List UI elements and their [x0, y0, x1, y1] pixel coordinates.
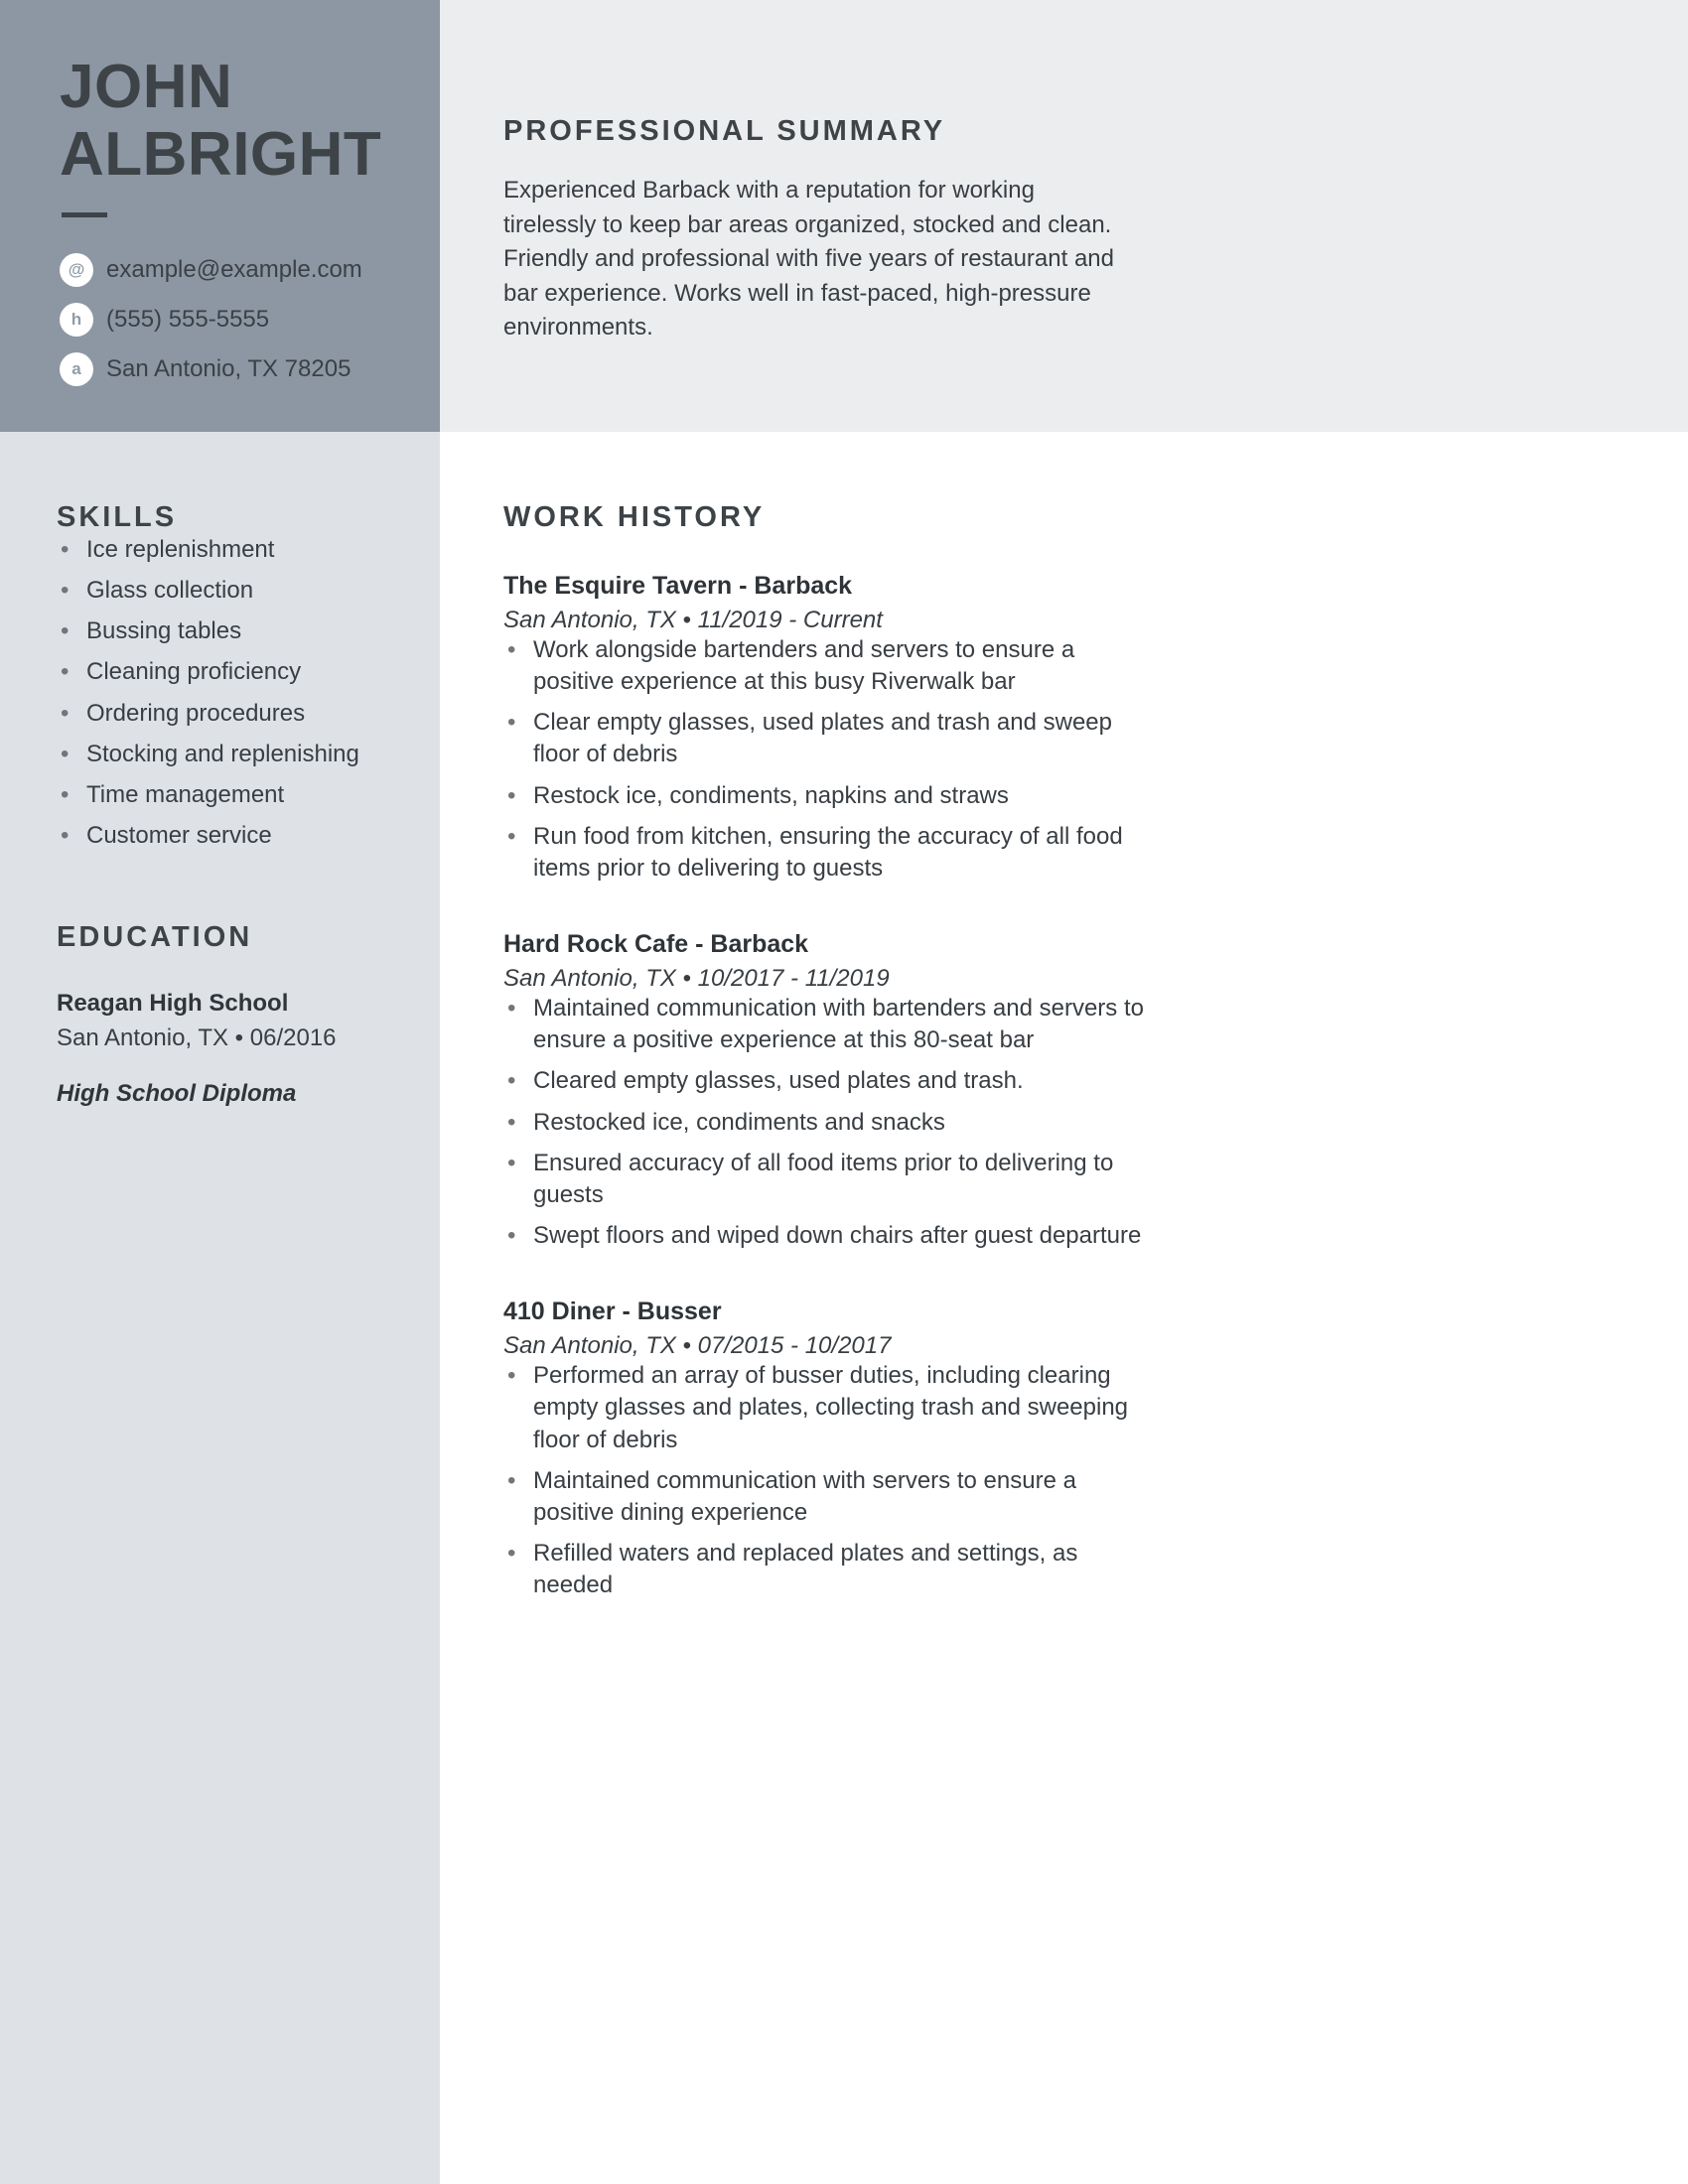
contact-row-location [60, 352, 406, 386]
job-bullet: • Cleared empty glasses, used plates and trash. [503, 1065, 1154, 1097]
skill-item: • Bussing tables [57, 615, 406, 647]
skills-heading: SKILLS [57, 501, 178, 533]
skill-item: • Cleaning proficiency [57, 656, 406, 688]
skill-item: • Ordering procedures [57, 698, 406, 730]
name-divider [62, 212, 107, 217]
education-school: Reagan High School [57, 990, 289, 1018]
job-bullet: • Maintained communication with bartenders and servers to ensure a positive experience at this 80-seat bar [503, 993, 1154, 1056]
work-history-heading: WORK HISTORY [503, 501, 766, 533]
job-bullet: • Maintained communication with servers to ensure a positive dining experience [503, 1465, 1154, 1529]
skill-item: • Time management [57, 779, 406, 811]
summary-heading: PROFESSIONAL SUMMARY [503, 115, 946, 147]
sidebar-lower [0, 432, 440, 1148]
professional-summary-section [440, 0, 1688, 432]
job-bullet: • Run food from kitchen, ensuring the accuracy of all food items prior to delivering to guests [503, 821, 1154, 885]
job-entry [503, 1297, 1154, 1601]
education-location-date: San Antonio, TX • 06/2016 [57, 1024, 337, 1052]
job-bullet-list [503, 993, 1154, 1252]
job-bullet: • Refilled waters and replaced plates and settings, as needed [503, 1538, 1154, 1601]
job-bullet-list [503, 634, 1154, 885]
job-bullet: • Restock ice, condiments, napkins and straws [503, 780, 1154, 812]
job-bullet: • Work alongside bartenders and servers to ensure a positive experience at this busy Riverwalk bar [503, 634, 1154, 698]
job-bullet: • Restocked ice, condiments and snacks [503, 1107, 1154, 1139]
job-location-dates: San Antonio, TX • 10/2017 - 11/2019 [503, 965, 890, 993]
education-heading: EDUCATION [57, 921, 253, 954]
name-first: JOHN [60, 53, 233, 121]
location-icon: a [60, 352, 93, 386]
location-text: San Antonio, TX 78205 [106, 355, 352, 383]
skill-item: • Customer service [57, 820, 406, 852]
work-history-section [440, 432, 1688, 1706]
skill-item: • Stocking and replenishing [57, 739, 406, 770]
skill-item: • Ice replenishment [57, 534, 406, 566]
main-column [440, 0, 1688, 2184]
header-block [0, 0, 440, 432]
job-location-dates: San Antonio, TX • 11/2019 - Current [503, 607, 883, 633]
phone-icon: h [60, 303, 93, 337]
job-location-dates: San Antonio, TX • 07/2015 - 10/2017 [503, 1332, 892, 1360]
skills-list [57, 534, 406, 852]
skill-item: • Glass collection [57, 575, 406, 607]
job-entry [503, 930, 1154, 1252]
job-bullet: • Ensured accuracy of all food items prior to delivering to guests [503, 1148, 1154, 1211]
summary-text: Experienced Barback with a reputation for working tirelessly to keep bar areas organized, stocked and clean. Friendly and professional with five years of restaurant and bar experience. Works well in fast-paced, high-pressure environments. [503, 177, 1114, 341]
job-bullet: • Swept floors and wiped down chairs after guest departure [503, 1220, 1154, 1252]
person-name [60, 54, 406, 189]
job-bullet: • Performed an array of busser duties, including clearing empty glasses and plates, collecting trash and sweeping floor of debris [503, 1360, 1154, 1455]
job-title: Hard Rock Cafe - Barback [503, 930, 809, 959]
education-degree: High School Diploma [57, 1080, 297, 1108]
contact-row-phone [60, 303, 406, 337]
job-entry [503, 572, 1154, 885]
phone-text: (555) 555-5555 [106, 306, 270, 334]
name-last: ALBRIGHT [60, 120, 382, 190]
education-section [57, 921, 406, 1108]
email-text: example@example.com [106, 256, 362, 284]
job-bullet-list [503, 1360, 1154, 1601]
job-bullet: • Clear empty glasses, used plates and trash and sweep floor of debris [503, 707, 1154, 770]
job-title: The Esquire Tavern - Barback [503, 572, 853, 600]
contact-row-email [60, 253, 406, 287]
email-icon: @ [60, 253, 93, 287]
job-title: 410 Diner - Busser [503, 1297, 722, 1326]
sidebar [0, 0, 440, 2184]
